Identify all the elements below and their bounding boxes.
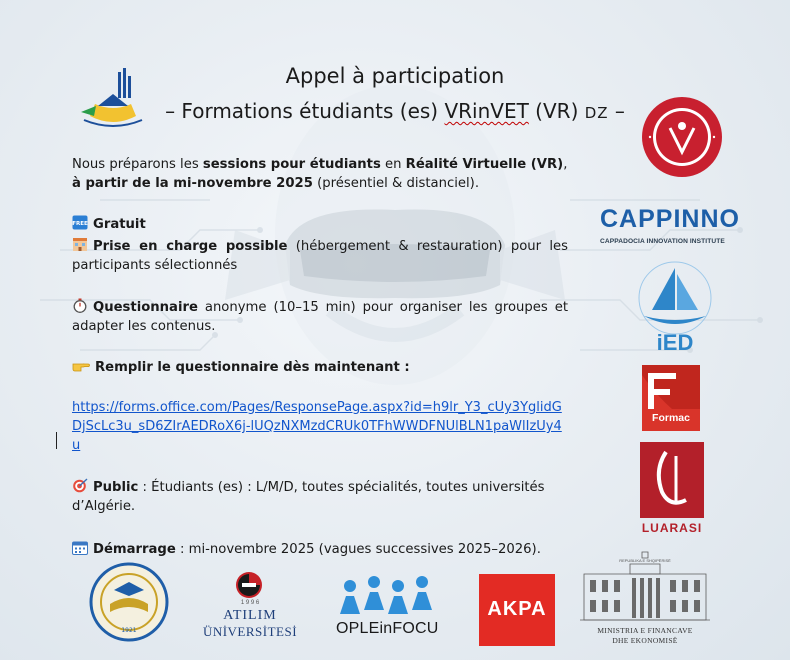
demarrage-text: : mi-novembre 2025 (vagues successives 2025–2026). — [175, 542, 541, 557]
formac-name: Formac — [652, 412, 690, 424]
hotel-icon — [72, 237, 88, 252]
intro-text: (présentiel & distanciel). — [312, 176, 480, 191]
subtitle-dz: DZ — [584, 104, 609, 122]
luarasi-name: LUARASI — [641, 521, 703, 535]
formac-mark-icon — [642, 365, 700, 409]
stopwatch-icon — [72, 298, 88, 313]
nevsehir-university-seal-logo — [640, 94, 724, 180]
formac-logo — [642, 365, 700, 431]
intro-bold: sessions pour étudiants — [202, 157, 381, 172]
gratuit-line — [72, 215, 568, 234]
university-crest-logo — [76, 66, 150, 136]
akpa-logo — [479, 574, 555, 646]
atilim-emblem-icon — [234, 570, 264, 600]
public-bold: Public — [93, 480, 139, 495]
questionnaire-bold: Questionnaire — [93, 300, 198, 315]
people-icons-icon — [336, 574, 446, 618]
intro-text: en — [380, 157, 406, 172]
cappinno-logo — [600, 205, 740, 251]
pedagogical-university-seal-logo — [88, 562, 170, 642]
calendar-icon — [72, 540, 88, 555]
remplir-line — [72, 358, 568, 377]
public-text: : Étudiants (es) : L/M/D, toutes spécialités, toutes universités d’Algérie. — [72, 480, 545, 514]
intro-bold: à partir de la mi-novembre 2025 — [72, 176, 313, 191]
demarrage-bold: Démarrage — [93, 542, 176, 557]
prise-bold: Prise en charge possible — [93, 239, 288, 254]
demarrage-line — [72, 540, 568, 559]
ministria-top-text: REPUBLIKA E SHQIPËRISË — [619, 558, 671, 563]
ministria-financave-logo — [580, 550, 710, 650]
svg-text:FREE: FREE — [72, 221, 88, 227]
free-icon — [72, 215, 88, 230]
akpa-name: AKPA — [487, 598, 547, 620]
pointing-hand-icon — [72, 358, 90, 373]
text-cursor — [56, 432, 57, 449]
prise-text: (hébergement & restauration) pour les participants sélectionnés — [72, 239, 568, 273]
subtitle-mid: (VR) — [528, 99, 585, 123]
intro-paragraph — [72, 155, 568, 193]
subtitle-brand: VRinVET — [444, 99, 529, 123]
ied-logo — [632, 258, 718, 358]
intro-text: Nous préparons les — [72, 157, 203, 172]
intro-text: , — [563, 157, 568, 172]
gratuit-label: Gratuit — [93, 217, 146, 232]
ministria-line1: MINISTRIA E FINANCAVE — [597, 626, 693, 635]
atilim-university-logo — [190, 570, 314, 642]
atilim-line2: ÜNİVERSİTESİ — [202, 624, 298, 639]
cappinno-subtitle: CAPPADOCIA INNOVATION INSTITUTE — [600, 238, 725, 245]
intro-bold: Réalité Virtuelle (VR) — [405, 157, 564, 172]
ministria-line2: DHE EKONOMISË — [612, 636, 678, 645]
prise-en-charge-paragraph — [72, 237, 568, 275]
target-icon — [72, 478, 88, 493]
remplir-label: Remplir le questionnaire dès maintenant : — [95, 360, 410, 375]
page-title: Appel à participation — [285, 64, 505, 88]
questionnaire-link[interactable]: https://forms.office.com/Pages/ResponsePage.aspx?id=h9lr_Y3_cUy3YglidGDjScLc3u_sD6ZIrAEDRoX6j-lUQzNXMzdCRUk0TFhWWDFNUlBLN1paWlIzUy4u — [72, 400, 562, 453]
questionnaire-text: anonyme (10–15 min) pour organiser les groupes et adapter les contenus. — [72, 300, 568, 334]
atilim-line1: ATILIM — [223, 608, 277, 623]
luarasi-l-icon — [640, 442, 704, 518]
public-paragraph — [72, 478, 568, 516]
ied-name: iED — [656, 330, 694, 355]
seal-year: 1921 — [121, 627, 137, 634]
luarasi-mark — [640, 442, 704, 518]
opleinfocus-logo — [336, 574, 446, 644]
subtitle-prefix: – Formations étudiants (es) — [165, 99, 445, 123]
luarasi-logo — [634, 442, 710, 538]
subtitle-suffix: – — [608, 99, 625, 123]
questionnaire-paragraph — [72, 298, 568, 336]
cappinno-name: CAPPINNO — [600, 205, 740, 233]
opleinfocus-name: OPLEinFOCU — [336, 620, 439, 637]
atilim-year: 1 9 9 6 — [240, 600, 260, 606]
